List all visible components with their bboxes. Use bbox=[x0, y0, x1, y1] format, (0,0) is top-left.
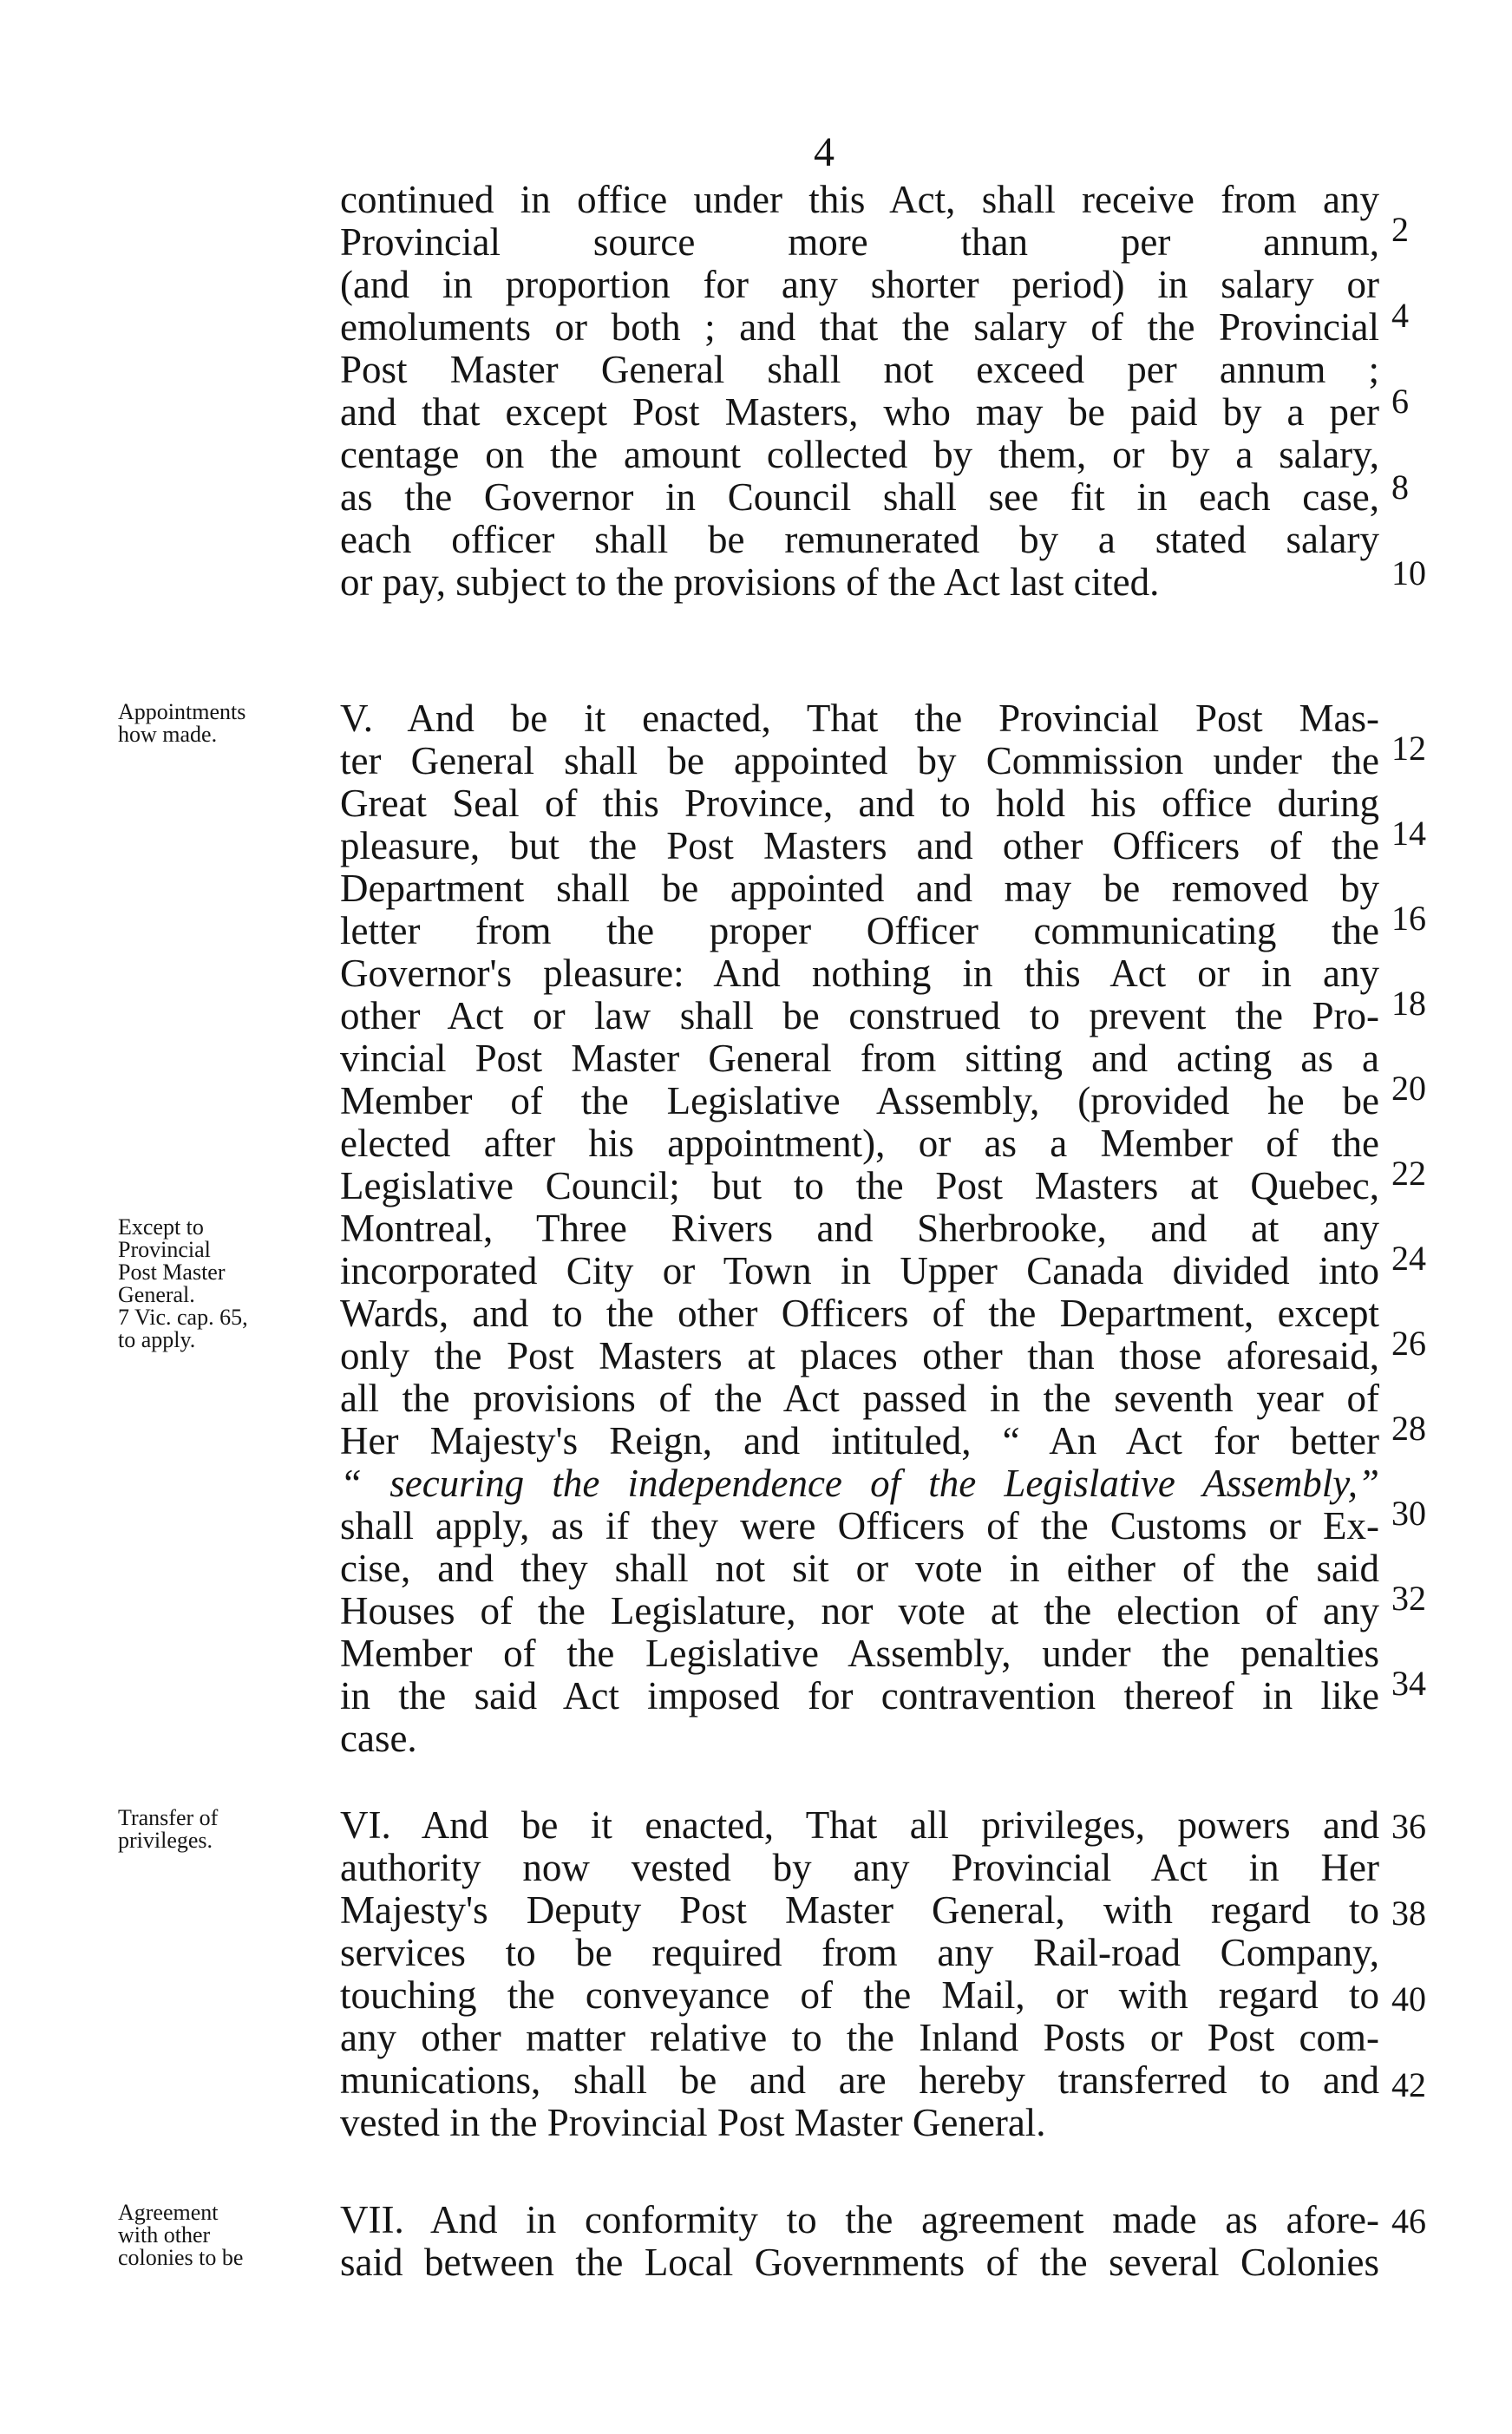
text-line-3: (and in proportion for any shorter period) in salary or bbox=[340, 263, 1379, 306]
line-number: 8 bbox=[1391, 468, 1409, 507]
text-line: Montreal, Three Rivers and Sherbrooke, and at any bbox=[340, 1207, 1379, 1250]
text-line: Houses of the Legislature, nor vote at the election of any bbox=[340, 1589, 1379, 1632]
text-line: Department shall be appointed and may be removed by bbox=[340, 867, 1379, 910]
text-line: Member of the Legislative Assembly, (provided he be bbox=[340, 1079, 1379, 1122]
line-number: 16 bbox=[1391, 899, 1426, 938]
line-number: 18 bbox=[1391, 984, 1426, 1023]
text-line: case. bbox=[340, 1717, 417, 1760]
page-number: 4 bbox=[814, 129, 835, 175]
text-line: elected after his appointment), or as a Member of the bbox=[340, 1122, 1379, 1165]
marginal-note-line: privileges. bbox=[118, 1828, 213, 1853]
text-line-1: continued in office under this Act, shall receive from any bbox=[340, 178, 1379, 221]
text-line-4: emoluments or both ; and that the salary of the Provincial bbox=[340, 305, 1379, 349]
text-line: V. And be it enacted, That the Provincial Post Mas- bbox=[340, 697, 1379, 740]
marginal-note-line: with other bbox=[118, 2222, 211, 2248]
marginal-note-agreement bbox=[118, 2202, 309, 2269]
line-number: 20 bbox=[1391, 1069, 1426, 1108]
text-line: cise, and they shall not sit or vote in either of the said bbox=[340, 1547, 1379, 1590]
line-number: 6 bbox=[1391, 382, 1409, 421]
text-line-italic-title: “ securing the independence of the Legislative Assembly,” bbox=[340, 1462, 1379, 1505]
text-line: other Act or law shall be construed to prevent the Pro- bbox=[340, 994, 1379, 1037]
line-number: 30 bbox=[1391, 1494, 1426, 1533]
text-line-9: each officer shall be remunerated by a stated salary bbox=[340, 518, 1379, 561]
text-line: said between the Local Governments of the several Colonies bbox=[340, 2241, 1379, 2284]
marginal-note-line: to apply. bbox=[118, 1327, 196, 1352]
text-line-8: as the Governor in Council shall see fit in each case, bbox=[340, 475, 1379, 519]
marginal-note-line: General. bbox=[118, 1282, 195, 1307]
text-line: Member of the Legislative Assembly, under the penalties bbox=[340, 1632, 1379, 1675]
text-line: munications, shall be and are hereby transferred to and bbox=[340, 2058, 1379, 2102]
line-number: 14 bbox=[1391, 814, 1426, 853]
line-number: 42 bbox=[1391, 2065, 1426, 2104]
text-line: ter General shall be appointed by Commission under the bbox=[340, 739, 1379, 782]
text-line: vincial Post Master General from sitting and acting as a bbox=[340, 1037, 1379, 1080]
marginal-note-line: Provincial bbox=[118, 1237, 211, 1262]
marginal-note-line: Transfer of bbox=[118, 1805, 219, 1830]
line-number: 26 bbox=[1391, 1324, 1426, 1363]
marginal-note-line: colonies to be bbox=[118, 2245, 244, 2270]
marginal-note-line: Appointments bbox=[118, 699, 246, 724]
line-number: 40 bbox=[1391, 1979, 1426, 2019]
text-line: Governor's pleasure: And nothing in this Act or in any bbox=[340, 952, 1379, 995]
text-line-7: centage on the amount collected by them, or by a salary, bbox=[340, 433, 1379, 476]
marginal-note-line: Except to bbox=[118, 1214, 204, 1240]
text-line: VI. And be it enacted, That all privileges, powers and bbox=[340, 1803, 1379, 1847]
text-line-10: or pay, subject to the provisions of the Act last cited. bbox=[340, 560, 1160, 604]
text-line: all the provisions of the Act passed in the seventh year of bbox=[340, 1377, 1379, 1420]
text-line: touching the conveyance of the Mail, or with regard to bbox=[340, 1973, 1379, 2017]
text-line-5: Post Master General shall not exceed per annum ; bbox=[340, 348, 1379, 391]
text-line: Majesty's Deputy Post Master General, with regard to bbox=[340, 1888, 1379, 1932]
line-number: 22 bbox=[1391, 1154, 1426, 1193]
marginal-note-line: Agreement bbox=[118, 2200, 219, 2225]
line-number: 34 bbox=[1391, 1664, 1426, 1703]
marginal-note-line: how made. bbox=[118, 722, 218, 747]
line-number: 46 bbox=[1391, 2202, 1426, 2241]
marginal-note-line: Post Master bbox=[118, 1260, 226, 1285]
text-line: any other matter relative to the Inland Posts or Post com- bbox=[340, 2016, 1379, 2059]
text-line: in the said Act imposed for contravention thereof in like bbox=[340, 1674, 1379, 1718]
text-line: Her Majesty's Reign, and intituled, “ An Act for better bbox=[340, 1419, 1379, 1462]
text-line: VII. And in conformity to the agreement made as afore- bbox=[340, 2198, 1379, 2241]
text-line: incorporated City or Town in Upper Canada divided into bbox=[340, 1249, 1379, 1292]
text-line-6: and that except Post Masters, who may be paid by a per bbox=[340, 390, 1379, 434]
text-line-2: Provincial source more than per annum, bbox=[340, 220, 1379, 264]
text-line: authority now vested by any Provincial Act in Her bbox=[340, 1846, 1379, 1889]
line-number: 24 bbox=[1391, 1239, 1426, 1278]
text-line: Wards, and to the other Officers of the Department, except bbox=[340, 1292, 1379, 1335]
line-number: 36 bbox=[1391, 1807, 1426, 1846]
marginal-note-line: 7 Vic. cap. 65, bbox=[118, 1305, 248, 1330]
text-line: vested in the Provincial Post Master General. bbox=[340, 2101, 1046, 2144]
line-number: 4 bbox=[1391, 296, 1409, 335]
line-number: 2 bbox=[1391, 210, 1409, 249]
line-number: 10 bbox=[1391, 553, 1426, 592]
line-number: 38 bbox=[1391, 1894, 1426, 1933]
text-line: Legislative Council; but to the Post Masters at Quebec, bbox=[340, 1164, 1379, 1207]
line-number: 32 bbox=[1391, 1579, 1426, 1618]
line-number: 28 bbox=[1391, 1409, 1426, 1448]
text-line: services to be required from any Rail-road Company, bbox=[340, 1931, 1379, 1974]
text-line: letter from the proper Officer communicating the bbox=[340, 909, 1379, 952]
text-line: shall apply, as if they were Officers of the Customs or Ex- bbox=[340, 1504, 1379, 1547]
text-line: pleasure, but the Post Masters and other Officers of the bbox=[340, 824, 1379, 867]
text-line: only the Post Masters at places other than those aforesaid, bbox=[340, 1334, 1379, 1377]
line-number: 12 bbox=[1391, 729, 1426, 768]
text-line: Great Seal of this Province, and to hold his office during bbox=[340, 782, 1379, 825]
